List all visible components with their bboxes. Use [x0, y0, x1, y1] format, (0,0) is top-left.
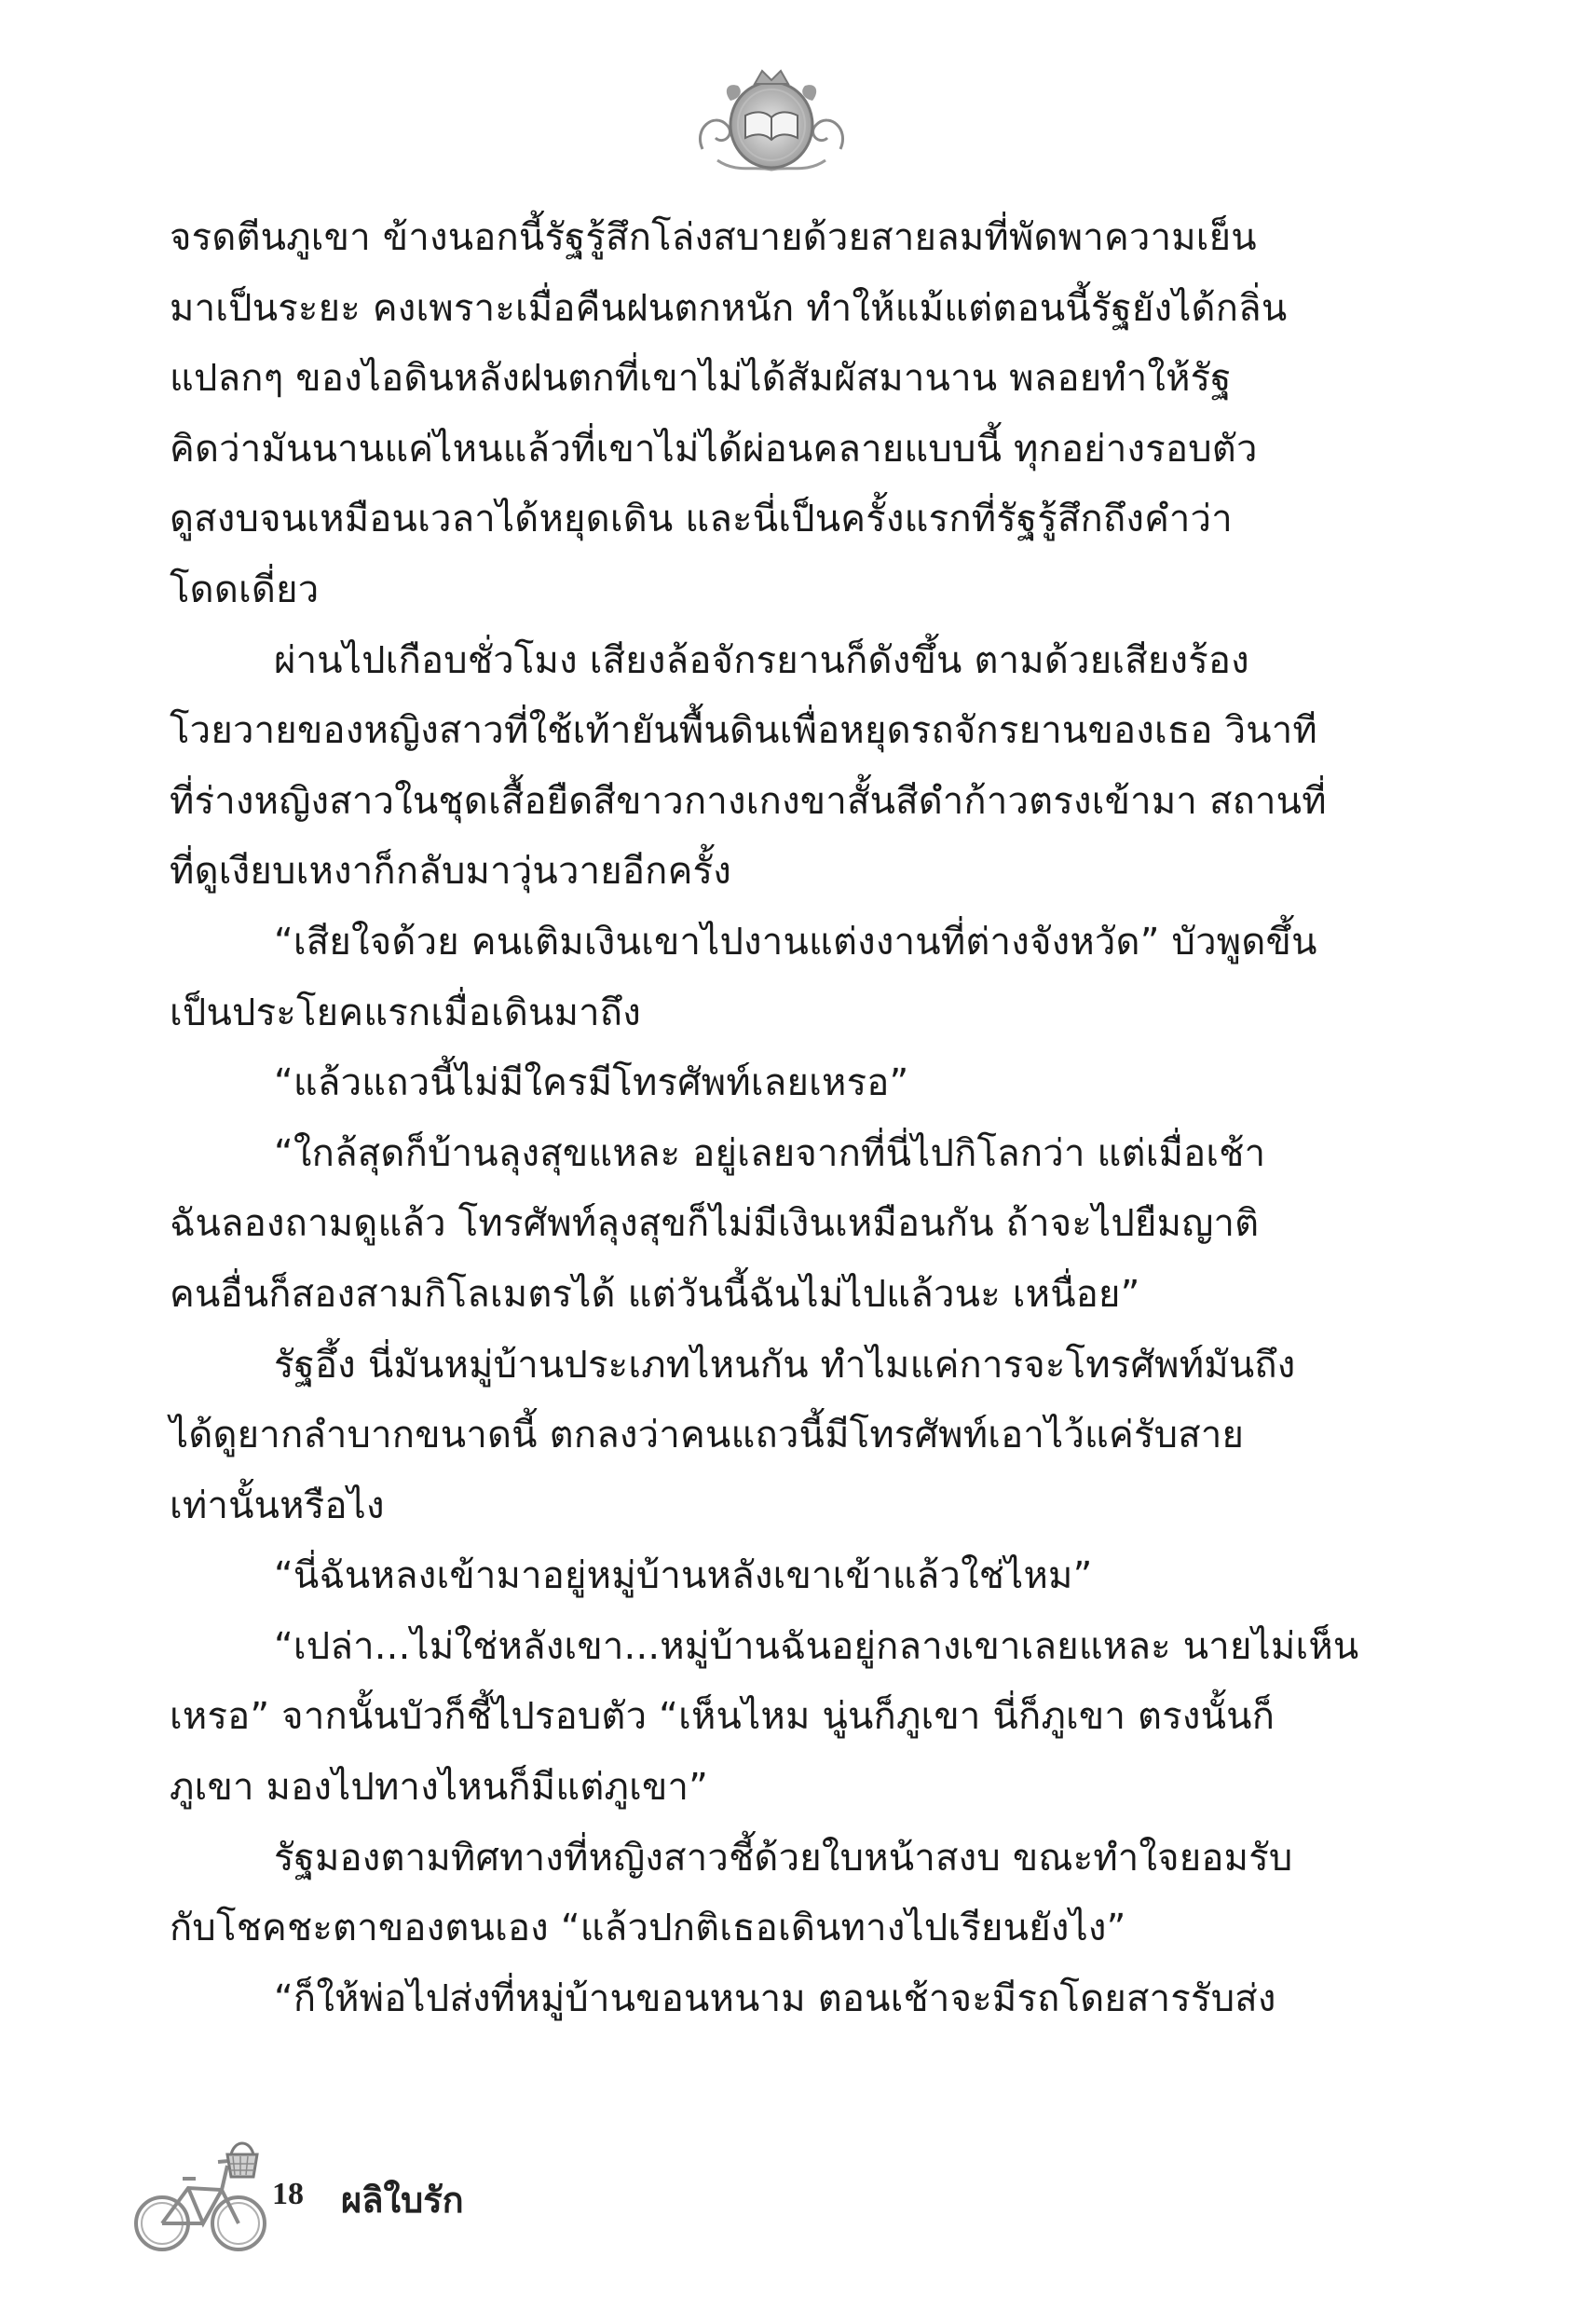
text-line: โวยวายของหญิงสาวที่ใช้เท้ายันพื้นดินเพื่อหยุดรถจักรยานของเธอ วินาที	[170, 709, 1318, 753]
text-line: โดดเดี่ยว	[170, 567, 320, 611]
text-line: ภูเขา มองไปทางไหนก็มีแต่ภูเขา”	[170, 1766, 709, 1810]
paragraph	[170, 1541, 1332, 1612]
header-logo	[689, 63, 853, 185]
text-line: รัฐอึ้ง นี่มันหมู่บ้านประเภทไหนกัน ทำไมแค่การจะโทรศัพท์มันถึง	[274, 1343, 1296, 1387]
text-line: ได้ดูยากลำบากขนาดนี้ ตกลงว่าคนแถวนี้มีโทรศัพท์เอาไว้แค่รับสาย	[170, 1414, 1245, 1457]
text-line: แปลกๆ ของไอดินหลังฝนตกที่เขาไม่ได้สัมผัสมานาน พลอยทำให้รัฐ	[170, 357, 1232, 401]
text-line: “ก็ให้พ่อไปส่งที่หมู่บ้านขอนหนาม ตอนเช้าจะมีรถโดยสารรับส่ง	[274, 1976, 1276, 2020]
text-line: คนอื่นก็สองสามกิโลเมตรได้ แต่วันนี้ฉันไม่ไปแล้วนะ เหนื่อย”	[170, 1272, 1140, 1316]
text-line: “นี่ฉันหลงเข้ามาอยู่หมู่บ้านหลังเขาเข้าแล้วใช่ไหม”	[274, 1554, 1093, 1598]
paragraph	[170, 1824, 1332, 1964]
paragraph	[170, 1612, 1359, 1824]
page-footer	[130, 2123, 689, 2263]
text-line: กับโชคชะตาของตนเอง “แล้วปกติเธอเดินทางไปเรียนยังไง”	[170, 1907, 1126, 1950]
text-line: รัฐมองตามทิศทางที่หญิงสาวชี้ด้วยใบหน้าสงบ ขณะทำใจยอมรับ	[274, 1836, 1293, 1880]
text-line: “เสียใจด้วย คนเติมเงินเขาไปงานแต่งงานที่ต่างจังหวัด” บัวพูดขึ้น	[274, 920, 1317, 964]
bicycle-with-basket-icon	[130, 2123, 270, 2263]
text-line: เหรอ” จากนั้นบัวก็ชี้ไปรอบตัว “เห็นไหม นู่นก็ภูเขา นี่ก็ภูเขา ตรงนั้นก็	[170, 1695, 1275, 1739]
ornamental-book-emblem-icon	[689, 63, 853, 185]
paragraph	[170, 203, 1332, 626]
page-body-text	[170, 203, 1359, 2034]
text-line: จรดตีนภูเขา ข้างนอกนี้รัฐรู้สึกโล่งสบายด้วยสายลมที่พัดพาความเย็น	[170, 216, 1257, 259]
paragraph	[170, 1331, 1332, 1542]
text-line: ที่ดูเงียบเหงาก็กลับมาวุ่นวายอีกครั้ง	[170, 850, 731, 894]
text-line: เท่านั้นหรือไง	[170, 1484, 385, 1527]
text-line: “เปล่า...ไม่ใช่หลังเขา...หมู่บ้านฉันอยู่กลางเขาเลยแหละ นายไม่เห็น	[274, 1624, 1359, 1668]
paragraph	[170, 1119, 1332, 1331]
text-line: เป็นประโยคแรกเมื่อเดินมาถึง	[170, 991, 641, 1034]
text-line: ผ่านไปเกือบชั่วโมง เสียงล้อจักรยานก็ดังขึ้น ตามด้วยเสียงร้อง	[274, 638, 1249, 682]
page-number: 18	[272, 2177, 304, 2211]
paragraph	[170, 626, 1332, 908]
book-title: ผลิใบรัก	[341, 2180, 464, 2221]
text-line: “แล้วแถวนี้ไม่มีใครมีโทรศัพท์เลยเหรอ”	[274, 1061, 909, 1105]
text-line: “ใกล้สุดก็บ้านลุงสุขแหละ อยู่เลยจากที่นี่ไปกิโลกว่า แต่เมื่อเช้า	[274, 1131, 1266, 1175]
text-line: ที่ร่างหญิงสาวในชุดเสื้อยืดสีขาวกางเกงขาสั้นสีดำก้าวตรงเข้ามา สถานที่	[170, 779, 1327, 823]
paragraph	[170, 1964, 1332, 2035]
text-line: ดูสงบจนเหมือนเวลาได้หยุดเดิน และนี่เป็นครั้งแรกที่รัฐรู้สึกถึงคำว่า	[170, 498, 1233, 541]
paragraph	[170, 908, 1332, 1048]
paragraph	[170, 1048, 1332, 1119]
text-line: มาเป็นระยะ คงเพราะเมื่อคืนฝนตกหนัก ทำให้แม้แต่ตอนนี้รัฐยังได้กลิ่น	[170, 286, 1288, 330]
text-line: คิดว่ามันนานแค่ไหนแล้วที่เขาไม่ได้ผ่อนคลายแบบนี้ ทุกอย่างรอบตัว	[170, 427, 1258, 471]
text-line: ฉันลองถามดูแล้ว โทรศัพท์ลุงสุขก็ไม่มีเงินเหมือนกัน ถ้าจะไปยืมญาติ	[170, 1202, 1260, 1246]
